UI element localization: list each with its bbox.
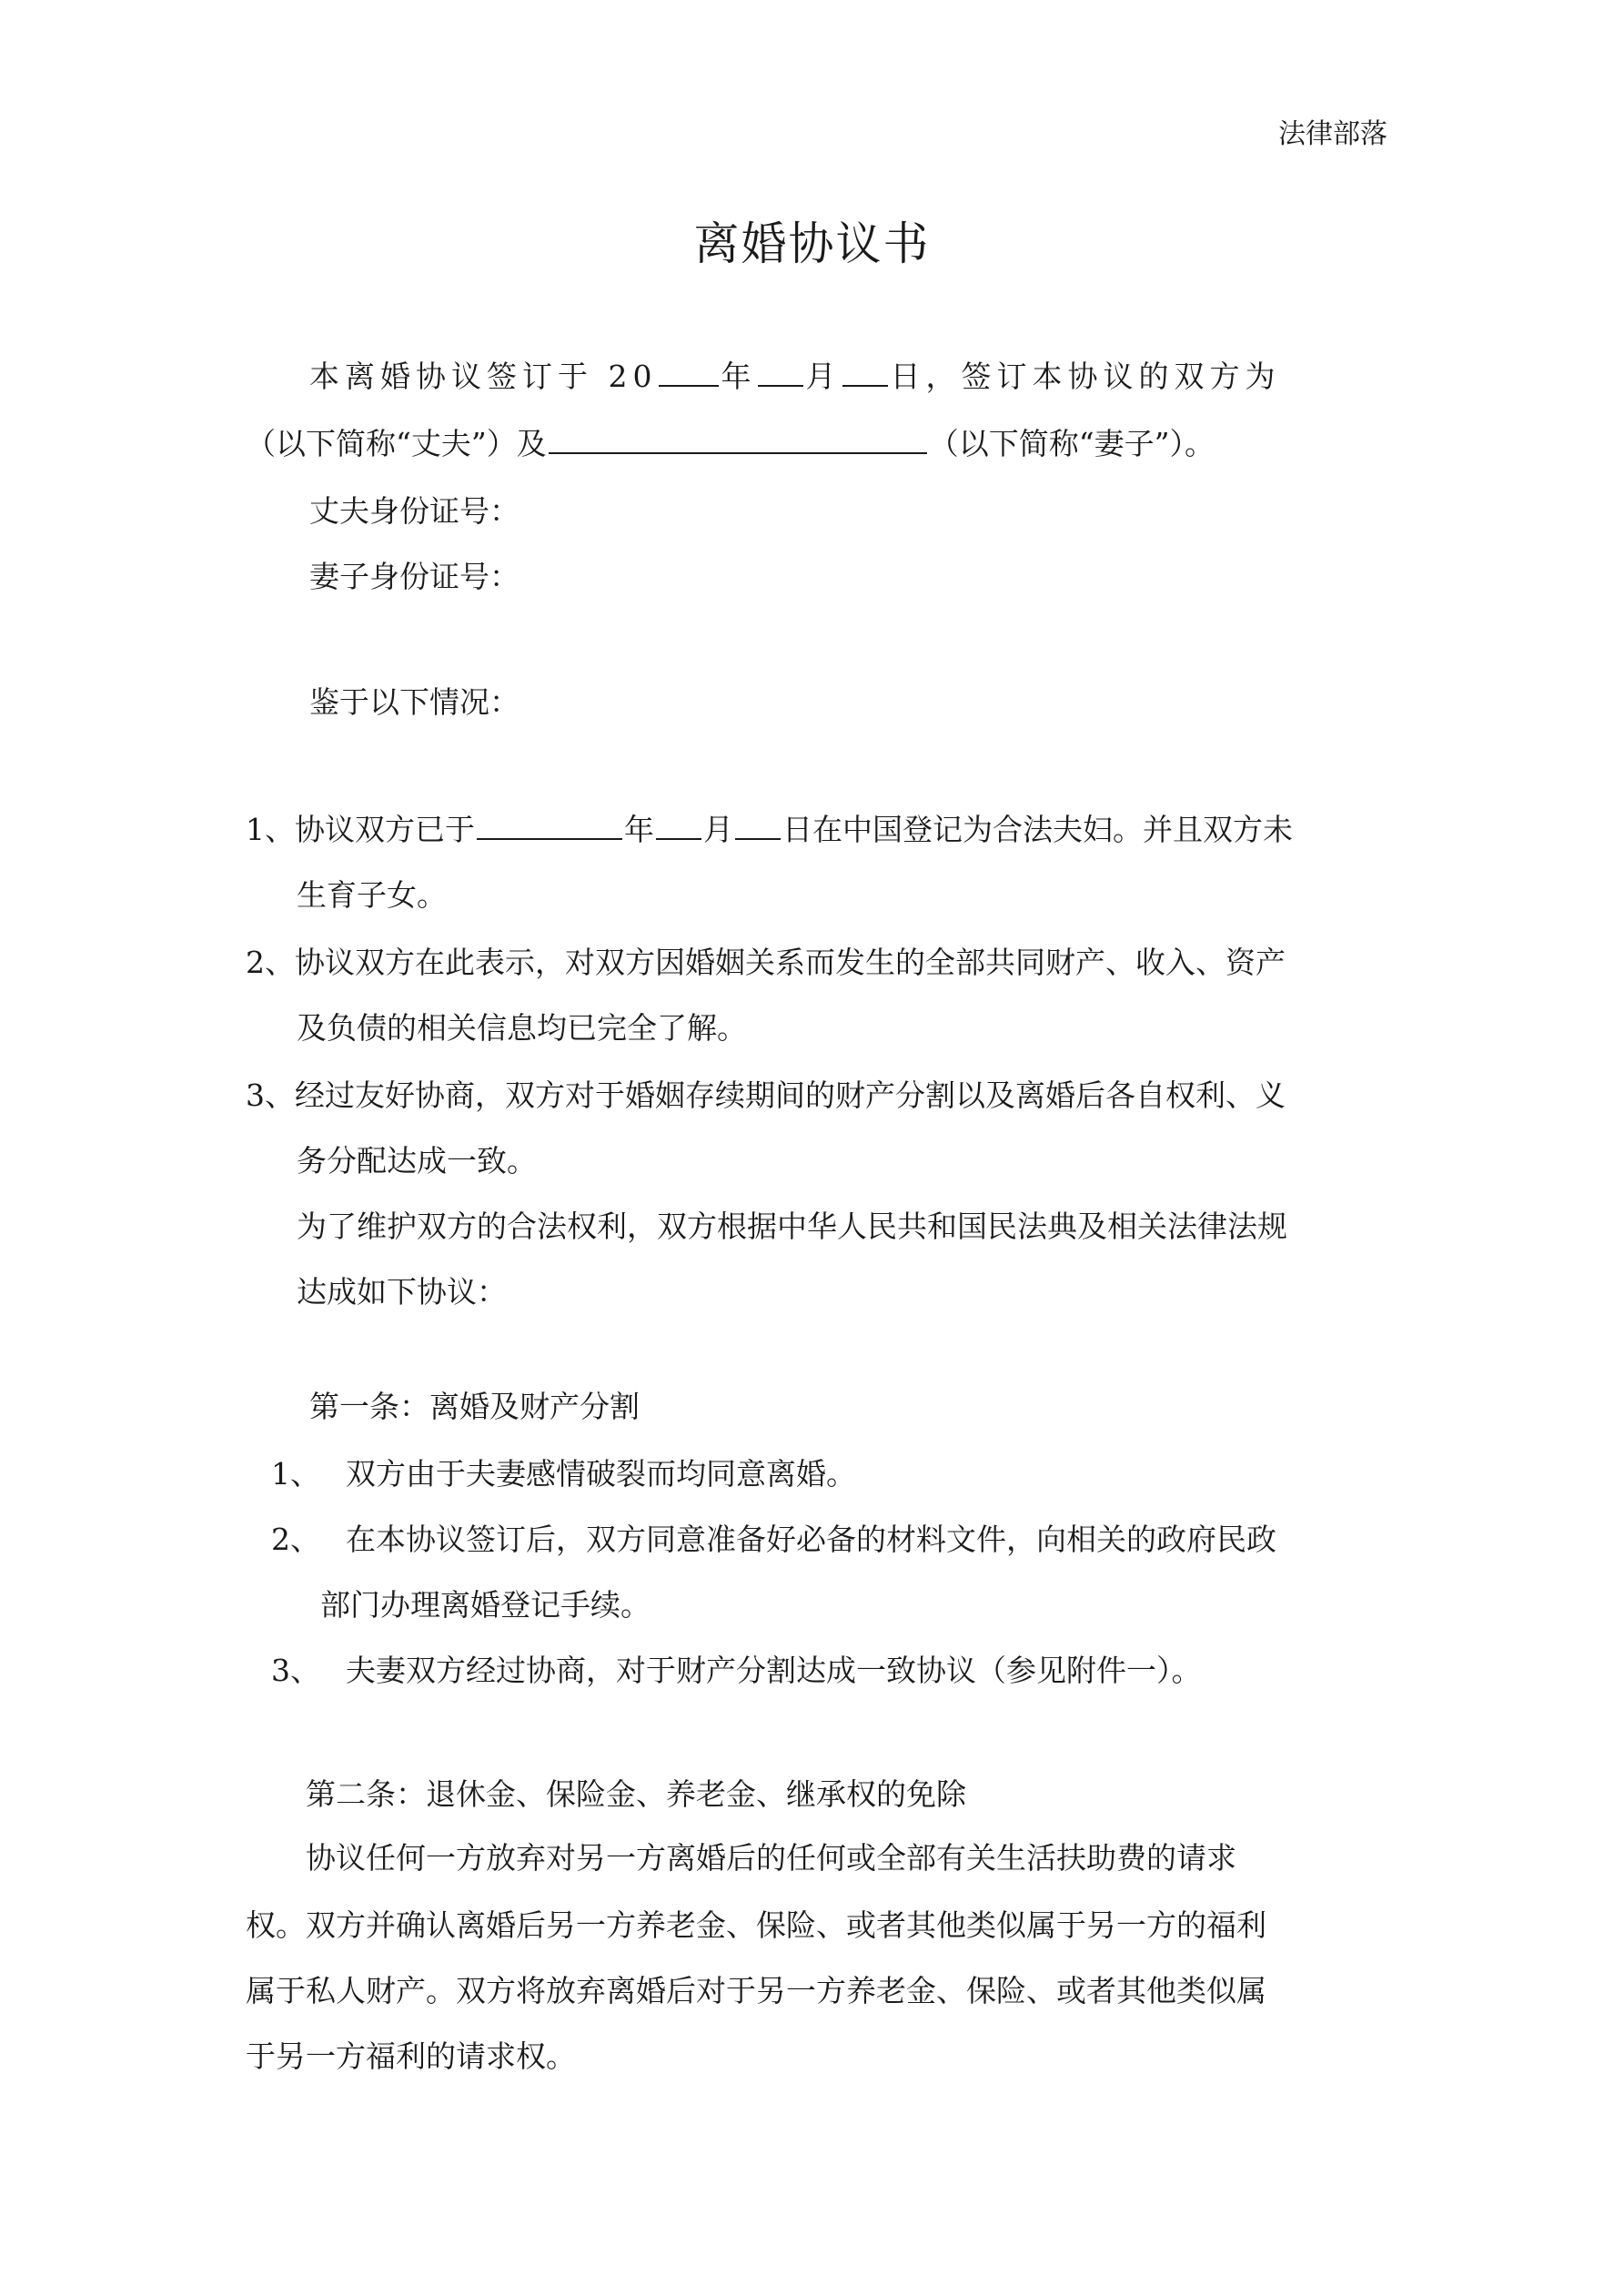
article-1-item-1: 双方由于夫妻感情破裂而均同意离婚。 xyxy=(346,1456,856,1492)
item1-suffix: 日在中国登记为合法夫妇。并且双方未 xyxy=(782,812,1293,847)
husband-id-label: 丈夫身份证号： xyxy=(309,493,519,529)
item1-month-label: 月 xyxy=(703,812,733,847)
intro-date-prefix: 本离婚协议签订于 20 xyxy=(309,359,658,394)
article-2-line-1: 协议任何一方放弃对另一方离婚后的任何或全部有关生活扶助费的请求 xyxy=(306,1840,1236,1876)
whereas-item-3: 3、经过友好协商，双方对于婚姻存续期间的财产分割以及离婚后各自权利、义 xyxy=(246,1077,1286,1113)
intro-line-2 xyxy=(246,424,1215,464)
article-1-item-3: 夫妻双方经过协商，对于财产分割达成一致协议（参见附件一）。 xyxy=(346,1653,1202,1688)
wife-id-label: 妻子身份证号： xyxy=(309,559,519,594)
article-2-heading: 第二条：退休金、保险金、养老金、继承权的免除 xyxy=(306,1776,966,1812)
day-blank xyxy=(842,358,888,387)
item1-year-label: 年 xyxy=(624,812,654,847)
whereas-item-2-cont: 及负债的相关信息均已完全了解。 xyxy=(297,1010,747,1046)
whereas-item-2: 2、协议双方在此表示，对双方因婚姻关系而发生的全部共同财产、收入、资产 xyxy=(246,945,1286,980)
intro-year-label: 年 xyxy=(721,359,757,394)
month-blank xyxy=(758,358,803,387)
wife-alias: （以下简称“妻子”）。 xyxy=(928,426,1215,461)
article-1-item-1-number: 1、 xyxy=(271,1456,320,1492)
husband-alias: （以下简称“丈夫”）及 xyxy=(246,426,547,461)
article-1-item-2-number: 2、 xyxy=(271,1522,320,1557)
closing-line-2: 达成如下协议： xyxy=(297,1274,507,1310)
closing-line-1: 为了维护双方的合法权利，双方根据中华人民共和国民法典及相关法律法规 xyxy=(297,1209,1287,1244)
document-title: 离婚协议书 xyxy=(693,217,931,270)
item1-prefix: 1、协议双方已于 xyxy=(246,812,475,847)
year-blank xyxy=(659,358,719,387)
header-source: 法律部落 xyxy=(1278,118,1387,150)
article-2-line-3: 属于私人财产。双方将放弃离婚后对于另一方养老金、保险、或者其他类似属 xyxy=(246,1973,1266,2008)
intro-month-label: 月 xyxy=(805,359,842,394)
whereas-item-1-cont: 生育子女。 xyxy=(297,877,447,913)
article-2-line-2: 权。双方并确认离婚后另一方养老金、保险、或者其他类似属于另一方的福利 xyxy=(246,1907,1266,1943)
marriage-month-blank xyxy=(656,811,701,840)
whereas-heading: 鉴于以下情况： xyxy=(309,684,519,720)
article-1-item-2-cont: 部门办理离婚登记手续。 xyxy=(320,1587,651,1623)
intro-line-1 xyxy=(309,357,1280,397)
intro-day-label: 日，签订本协议的双方为 xyxy=(890,359,1281,394)
article-1-heading: 第一条：离婚及财产分割 xyxy=(309,1389,640,1424)
marriage-year-blank xyxy=(477,811,622,840)
whereas-item-3-cont: 务分配达成一致。 xyxy=(297,1143,537,1178)
marriage-day-blank xyxy=(735,811,781,840)
whereas-item-1 xyxy=(246,810,1293,850)
wife-name-blank xyxy=(549,425,927,454)
article-2-line-4: 于另一方福利的请求权。 xyxy=(246,2038,576,2074)
article-1-item-3-number: 3、 xyxy=(271,1653,320,1688)
article-1-item-2: 在本协议签订后，双方同意准备好必备的材料文件，向相关的政府民政 xyxy=(346,1522,1276,1557)
